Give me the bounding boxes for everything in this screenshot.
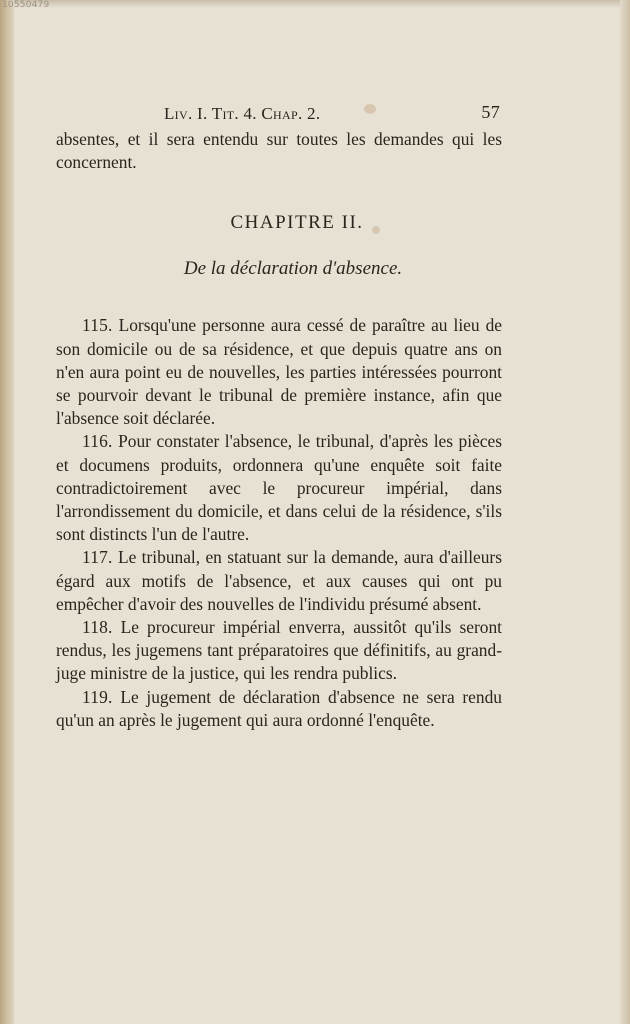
article-number: 115. <box>82 315 113 336</box>
article-118 <box>56 616 502 686</box>
article-119 <box>56 686 502 732</box>
chapter-number: CHAPITRE II. <box>230 212 364 234</box>
article-text: Le tribunal, en statuant sur la demande, aura d'ailleurs égard aux motifs de l'absence, et aux causes qui ont pu empêcher d'avoir des nouvelles de l'individu présumé absent. <box>56 547 502 614</box>
page-body <box>56 100 502 732</box>
article-117 <box>56 546 502 616</box>
article-number: 118. <box>82 617 113 638</box>
article-number: 119. <box>82 686 113 707</box>
page-number: 57 <box>481 102 500 122</box>
article-text: Pour constater l'absence, le tribunal, d'après les pièces et documens produits, ordonnera qu'une enquête soit faite contradictoirement avec le procureur impérial, dans l'arrondissement du domicile, et dans celui de la résidence, s'ils sont distincts l'un de l'autre. <box>56 431 502 545</box>
article-number: 116. <box>82 431 113 452</box>
articles-list <box>56 314 502 732</box>
running-head-title: Liv. I. Tit. 4. Chap. 2. <box>164 104 321 123</box>
article-text: Le procureur impérial enverra, aussitôt qu'ils seront rendus, les jugemens tant préparatoires que définitifs, au grand-juge ministre de la justice, qui les rendra publics. <box>56 617 502 684</box>
chapter-title: De la déclaration d'absence. <box>183 258 403 280</box>
article-text: Lorsqu'une personne aura cessé de paraître au lieu de son domicile ou de sa résidence, et que depuis quatre ans on n'en aura point eu de nouvelles, les parties intéressées pourront se pourvoir devant le tribunal de première instance, afin que l'absence soit déclarée. <box>56 315 502 429</box>
article-number: 117. <box>82 547 113 568</box>
page-binding-edge <box>0 0 14 1024</box>
page-top-shadow <box>14 0 620 8</box>
article-115 <box>56 314 502 430</box>
continuation-paragraph: absentes, et il sera entendu sur toutes les demandes qui les concernent. <box>56 129 502 173</box>
page-outer-edge <box>620 0 630 1024</box>
article-text: Le jugement de déclaration d'absence ne sera rendu qu'un an après le jugement qui aura ordonné l'enquête. <box>56 686 502 730</box>
running-head <box>56 100 502 126</box>
scan-id: 10550479 <box>2 0 50 10</box>
article-116 <box>56 430 502 546</box>
